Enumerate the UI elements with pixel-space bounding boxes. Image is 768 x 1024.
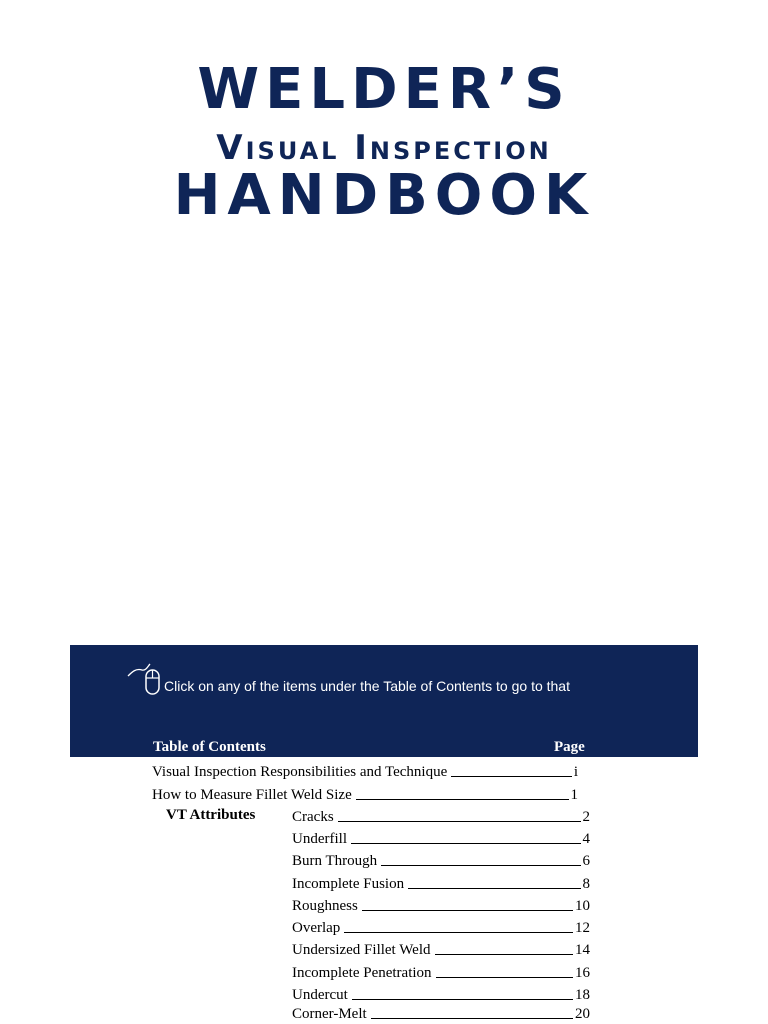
toc-entry-label: Incomplete Fusion [292, 876, 405, 892]
toc-entry-page: i [573, 764, 578, 780]
toc-entry-page: 6 [582, 853, 590, 869]
toc-entry-label: Roughness [292, 898, 358, 914]
toc-entry-page: 20 [575, 1006, 590, 1022]
instruction-note: Click on any of the items under the Table of Contents to go to that [164, 678, 570, 694]
title-welders: WELDER’S [197, 57, 571, 122]
toc-entry-label: Overlap [292, 920, 341, 936]
toc-leader [436, 977, 573, 978]
toc-entry-page: 8 [582, 876, 590, 892]
toc-leader [338, 821, 581, 822]
toc-entry-page: 10 [575, 898, 590, 914]
toc-entry-page: 18 [575, 987, 590, 1003]
toc-entry-page: 14 [575, 942, 590, 958]
toc-entry-label: Undercut [292, 987, 348, 1003]
toc-page-heading: Page [554, 739, 585, 755]
title-handbook: HANDBOOK [173, 163, 595, 228]
toc-entry-label: Incomplete Penetration [292, 965, 432, 981]
toc-entry-label: Undersized Fillet Weld [292, 942, 431, 958]
toc-leader [381, 865, 580, 866]
toc-leader [362, 910, 573, 911]
toc-entry-burn-through[interactable] [292, 850, 590, 870]
toc-entry-page: 2 [582, 809, 590, 825]
toc-entry-label: Corner-Melt [292, 1006, 367, 1022]
vt-attributes-label: VT Attributes [166, 807, 256, 823]
toc-entry-incomplete-penetration[interactable] [292, 962, 590, 982]
toc-heading: Table of Contents [153, 739, 266, 755]
toc-entry-fillet-weld-size[interactable] [152, 784, 578, 804]
toc-entry-page: 12 [575, 920, 590, 936]
title-visual-inspection: Visual Inspection [216, 128, 552, 168]
toc-entry-label: Visual Inspection Responsibilities and Technique [152, 764, 448, 780]
toc-entry-roughness[interactable] [292, 895, 590, 915]
toc-entry-page: 4 [582, 831, 590, 847]
toc-leader [451, 776, 572, 777]
toc-entry-incomplete-fusion[interactable] [292, 873, 590, 893]
toc-entry-visual-inspection[interactable] [152, 761, 578, 781]
toc-entry-label: How to Measure Fillet Weld Size [152, 787, 352, 803]
toc-entry-undercut[interactable] [292, 984, 590, 1004]
toc-leader [351, 843, 581, 844]
toc-entry-page: 1 [570, 787, 578, 803]
toc-leader [352, 999, 573, 1000]
toc-entry-page: 16 [575, 965, 590, 981]
toc-entry-cracks[interactable] [292, 806, 590, 826]
toc-leader [344, 932, 573, 933]
toc-leader [356, 799, 569, 800]
toc-entry-label: Underfill [292, 831, 347, 847]
toc-entry-underfill[interactable] [292, 828, 590, 848]
toc-leader [435, 954, 574, 955]
toc-entry-overlap[interactable] [292, 917, 590, 937]
toc-entry-label: Burn Through [292, 853, 378, 869]
toc-entry-undersized-fillet-weld[interactable] [292, 939, 590, 959]
toc-leader [408, 888, 580, 889]
mouse-icon [126, 660, 162, 696]
toc-leader [371, 1018, 573, 1019]
toc-entry-corner-melt[interactable] [292, 1003, 590, 1023]
toc-entry-label: Cracks [292, 809, 334, 825]
